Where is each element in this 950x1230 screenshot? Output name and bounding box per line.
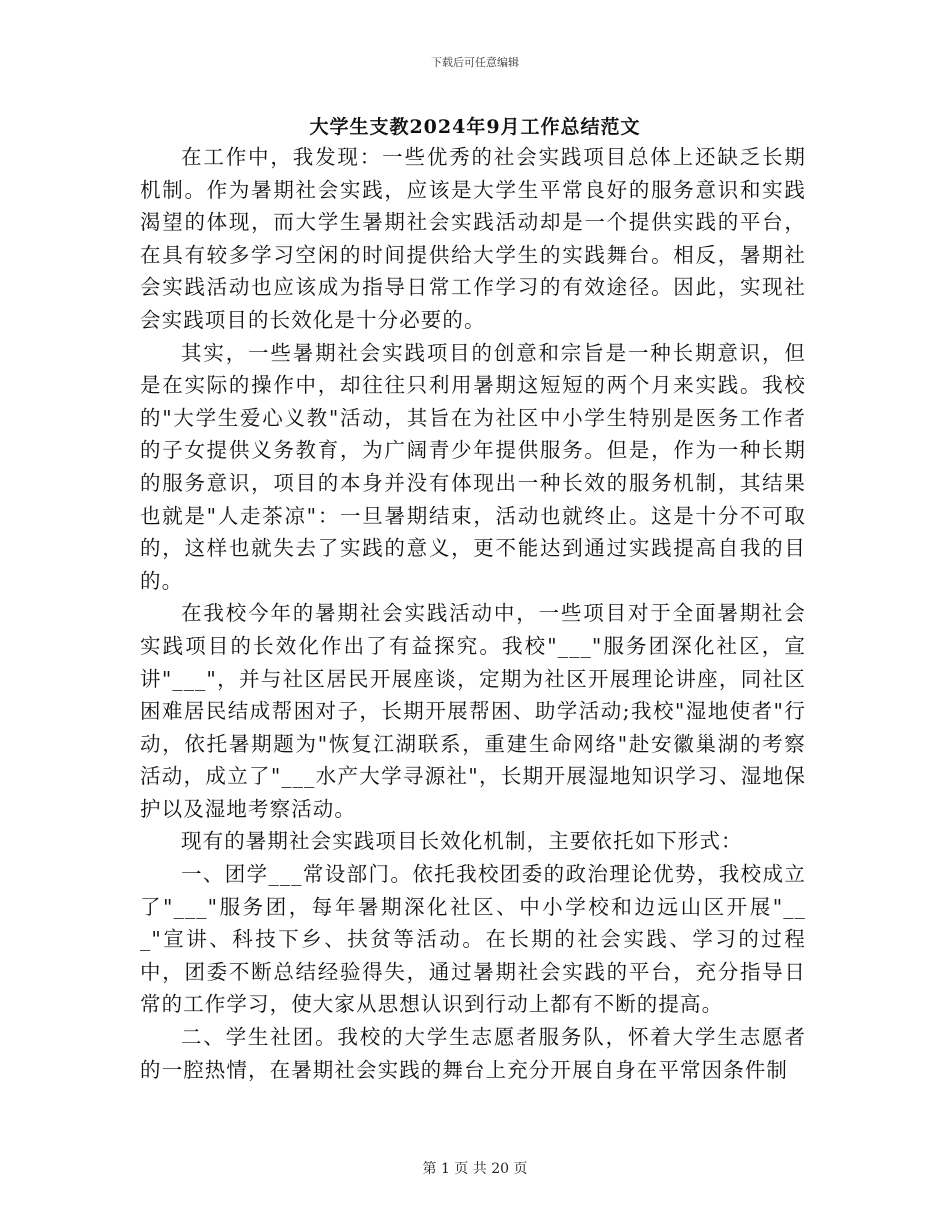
paragraph: 二、学生社团。我校的大学生志愿者服务队，怀着大学生志愿者的一腔热情，在暑期社会实践的舞台上充分开展自身在平常因条件制 [140, 1025, 806, 1082]
paragraph: 一、团学___常设部门。依托我校团委的政治理论优势，我校成立了"___"服务团，每年暑期深化社区、中小学校和边远山区开展"___"宣讲、科技下乡、扶贫等活动。在长期的社会实践、学习的过程中，团委不断总结经验得失，通过暑期社会实践的平台，充分指导日常的工作学习，使大家从思想认识到行动上都有不断的提高。 [140, 862, 806, 1017]
page-header: 下载后可任意编辑 [431, 56, 519, 69]
paragraph: 在工作中，我发现：一些优秀的社会实践项目总体上还缺乏长期机制。作为暑期社会实践，应该是大学生平常良好的服务意识和实践渴望的体现，而大学生暑期社会实践活动却是一个提供实践的平台，在具有较多学习空闲的时间提供给大学生的实践舞台。相反，暑期社会实践活动也应该成为指导日常工作学习的有效途径。因此，实现社会实践项目的长效化是十分必要的。 [140, 145, 806, 332]
paragraph: 在我校今年的暑期社会实践活动中，一些项目对于全面暑期社会实践项目的长效化作出了有益探究。我校"___"服务团深化社区，宣讲"___"，并与社区居民开展座谈，定期为社区开展理论讲座，同社区困难居民结成帮困对子，长期开展帮困、助学活动;我校"湿地使者"行动，依托暑期题为"恢复江湖联系，重建生命网络"赴安徽巢湖的考察活动，成立了"___水产大学寻源社"，长期开展湿地知识学习、湿地保护以及湿地考察活动。 [140, 601, 806, 821]
document-body [140, 141, 806, 1086]
paragraph: 现有的暑期社会实践项目长效化机制，主要依托如下形式： [181, 829, 743, 854]
document-title: 大学生支教2024年9月工作总结范文 [309, 116, 641, 138]
paragraph: 其实，一些暑期社会实践项目的创意和宗旨是一种长期意识，但是在实际的操作中，却往往只利用暑期这短短的两个月来实践。我校的"大学生爱心义教"活动，其旨在为社区中小学生特别是医务工作者的子女提供义务教育，为广阔青少年提供服务。但是，作为一种长期的服务意识，项目的本身并没有体现出一种长效的服务机制，其结果也就是"人走茶凉"：一旦暑期结束，活动也就终止。这是十分不可取的，这样也就失去了实践的意义，更不能达到通过实践提高自我的目的。 [140, 340, 806, 593]
page-footer: 第 1 页 共 20 页 [422, 1161, 528, 1177]
